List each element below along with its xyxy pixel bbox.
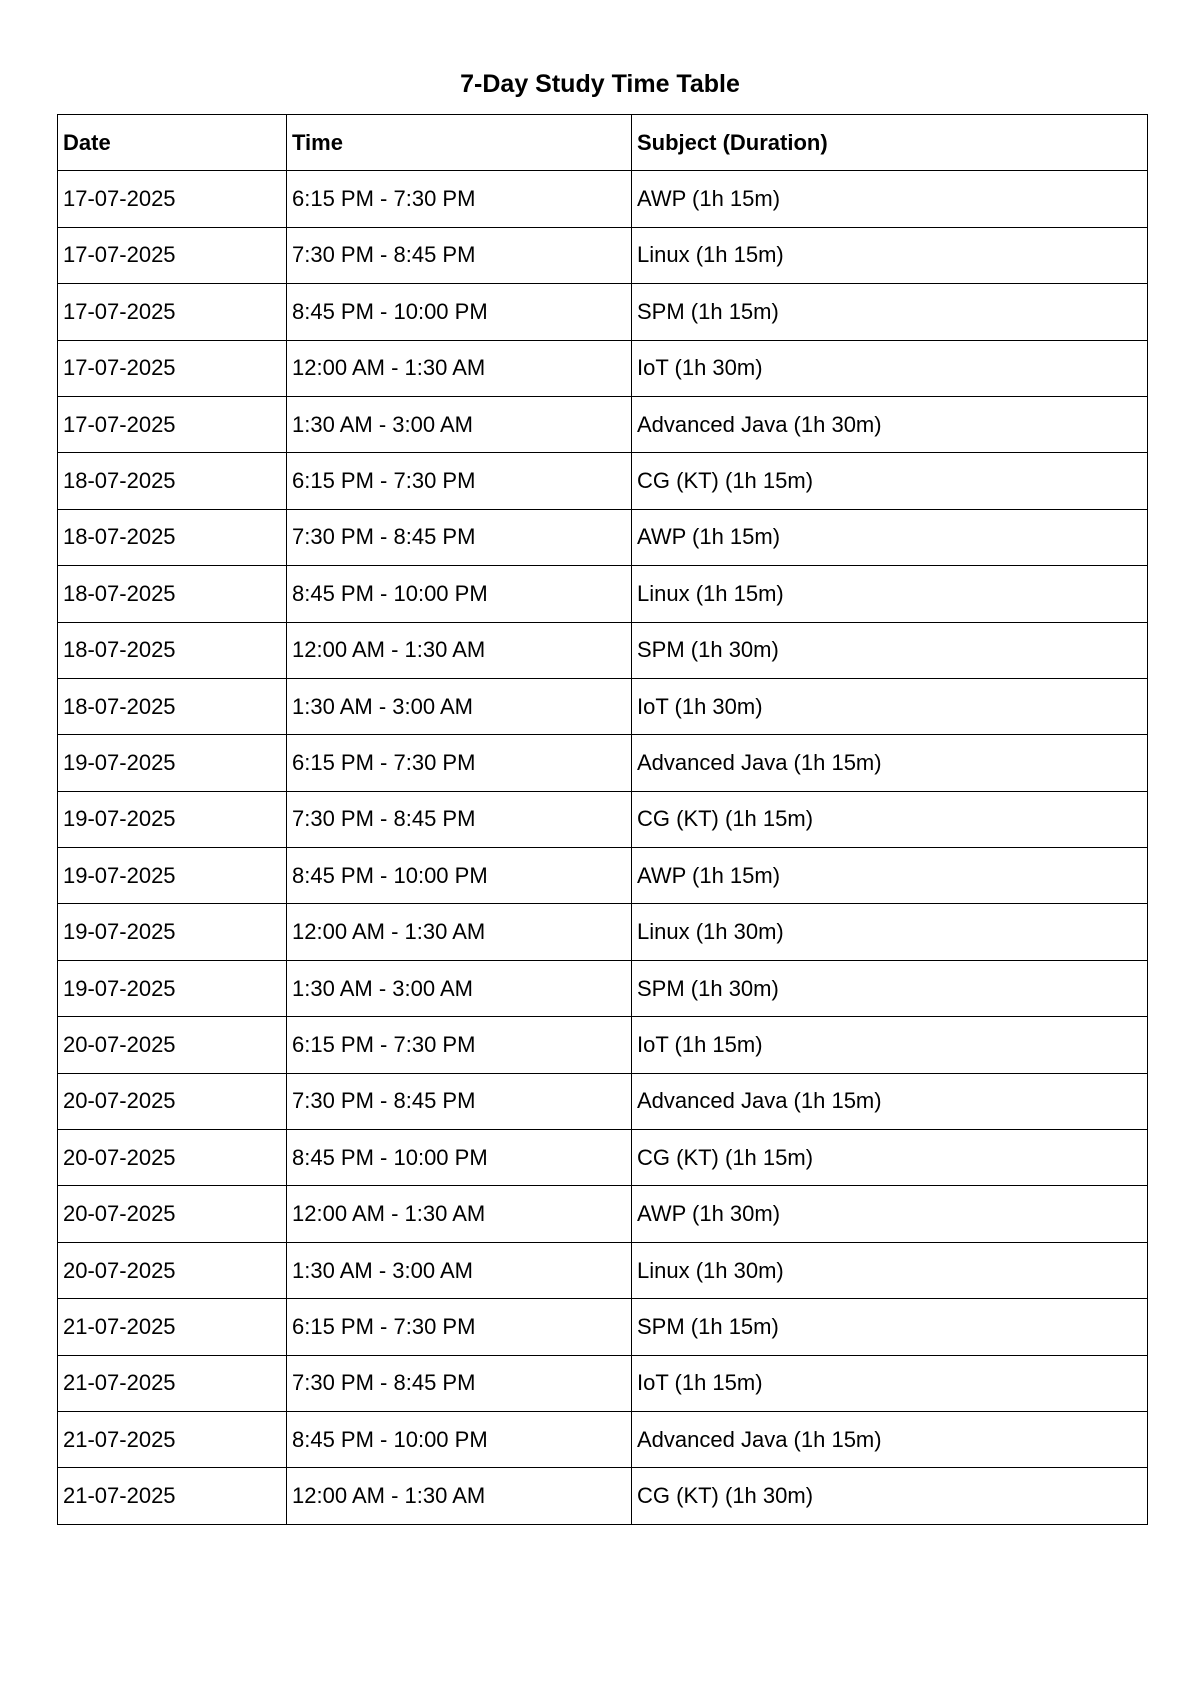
cell-date: 19-07-2025 [58, 904, 287, 960]
table-row [58, 1411, 1148, 1467]
cell-time: 7:30 PM - 8:45 PM [287, 227, 632, 283]
table-row [58, 509, 1148, 565]
header-date: Date [58, 115, 287, 171]
cell-time: 7:30 PM - 8:45 PM [287, 509, 632, 565]
cell-subject: IoT (1h 30m) [632, 340, 1148, 396]
cell-date: 20-07-2025 [58, 1186, 287, 1242]
cell-time: 6:15 PM - 7:30 PM [287, 171, 632, 227]
cell-date: 20-07-2025 [58, 1073, 287, 1129]
table-row [58, 848, 1148, 904]
table-row [58, 622, 1148, 678]
table-row [58, 284, 1148, 340]
header-time: Time [287, 115, 632, 171]
cell-time: 6:15 PM - 7:30 PM [287, 1299, 632, 1355]
table-row [58, 791, 1148, 847]
table-row [58, 1242, 1148, 1298]
cell-time: 1:30 AM - 3:00 AM [287, 396, 632, 452]
header-subject: Subject (Duration) [632, 115, 1148, 171]
cell-date: 18-07-2025 [58, 509, 287, 565]
table-row [58, 453, 1148, 509]
cell-time: 8:45 PM - 10:00 PM [287, 1411, 632, 1467]
table-row [58, 1299, 1148, 1355]
cell-date: 18-07-2025 [58, 453, 287, 509]
cell-subject: Advanced Java (1h 15m) [632, 1411, 1148, 1467]
cell-time: 1:30 AM - 3:00 AM [287, 1242, 632, 1298]
table-row [58, 396, 1148, 452]
cell-time: 7:30 PM - 8:45 PM [287, 1355, 632, 1411]
cell-date: 19-07-2025 [58, 791, 287, 847]
cell-time: 1:30 AM - 3:00 AM [287, 678, 632, 734]
cell-subject: SPM (1h 15m) [632, 1299, 1148, 1355]
cell-subject: CG (KT) (1h 15m) [632, 453, 1148, 509]
table-row [58, 735, 1148, 791]
cell-subject: IoT (1h 15m) [632, 1017, 1148, 1073]
cell-subject: IoT (1h 30m) [632, 678, 1148, 734]
cell-time: 8:45 PM - 10:00 PM [287, 1130, 632, 1186]
cell-subject: IoT (1h 15m) [632, 1355, 1148, 1411]
cell-date: 18-07-2025 [58, 622, 287, 678]
cell-time: 8:45 PM - 10:00 PM [287, 566, 632, 622]
cell-subject: Linux (1h 30m) [632, 1242, 1148, 1298]
cell-time: 6:15 PM - 7:30 PM [287, 1017, 632, 1073]
table-row [58, 1355, 1148, 1411]
cell-subject: Advanced Java (1h 15m) [632, 735, 1148, 791]
table-row [58, 171, 1148, 227]
cell-time: 8:45 PM - 10:00 PM [287, 848, 632, 904]
cell-time: 7:30 PM - 8:45 PM [287, 791, 632, 847]
cell-subject: Advanced Java (1h 30m) [632, 396, 1148, 452]
cell-time: 7:30 PM - 8:45 PM [287, 1073, 632, 1129]
cell-time: 12:00 AM - 1:30 AM [287, 622, 632, 678]
cell-time: 12:00 AM - 1:30 AM [287, 340, 632, 396]
cell-time: 12:00 AM - 1:30 AM [287, 904, 632, 960]
cell-date: 17-07-2025 [58, 284, 287, 340]
table-row [58, 678, 1148, 734]
table-row [58, 566, 1148, 622]
table-row [58, 904, 1148, 960]
cell-date: 18-07-2025 [58, 566, 287, 622]
cell-subject: SPM (1h 30m) [632, 622, 1148, 678]
cell-date: 18-07-2025 [58, 678, 287, 734]
cell-subject: CG (KT) (1h 15m) [632, 1130, 1148, 1186]
cell-date: 20-07-2025 [58, 1017, 287, 1073]
cell-time: 8:45 PM - 10:00 PM [287, 284, 632, 340]
cell-subject: CG (KT) (1h 15m) [632, 791, 1148, 847]
table-header [58, 115, 1148, 171]
cell-time: 12:00 AM - 1:30 AM [287, 1468, 632, 1524]
cell-date: 19-07-2025 [58, 960, 287, 1016]
cell-time: 12:00 AM - 1:30 AM [287, 1186, 632, 1242]
table-row [58, 340, 1148, 396]
table-row [58, 227, 1148, 283]
cell-subject: CG (KT) (1h 30m) [632, 1468, 1148, 1524]
table-row [58, 1073, 1148, 1129]
cell-date: 17-07-2025 [58, 227, 287, 283]
cell-date: 20-07-2025 [58, 1242, 287, 1298]
cell-subject: AWP (1h 15m) [632, 848, 1148, 904]
cell-date: 17-07-2025 [58, 396, 287, 452]
cell-subject: SPM (1h 30m) [632, 960, 1148, 1016]
table-row [58, 1017, 1148, 1073]
cell-date: 19-07-2025 [58, 735, 287, 791]
cell-subject: AWP (1h 15m) [632, 509, 1148, 565]
cell-time: 6:15 PM - 7:30 PM [287, 735, 632, 791]
table-row [58, 1186, 1148, 1242]
cell-date: 17-07-2025 [58, 340, 287, 396]
cell-subject: AWP (1h 30m) [632, 1186, 1148, 1242]
cell-date: 21-07-2025 [58, 1468, 287, 1524]
cell-subject: Advanced Java (1h 15m) [632, 1073, 1148, 1129]
cell-date: 21-07-2025 [58, 1355, 287, 1411]
cell-subject: Linux (1h 15m) [632, 566, 1148, 622]
page-title: 7-Day Study Time Table [460, 70, 740, 98]
cell-date: 17-07-2025 [58, 171, 287, 227]
study-timetable [57, 114, 1148, 1525]
table-body [58, 171, 1148, 1524]
header-row [58, 115, 1148, 171]
cell-subject: SPM (1h 15m) [632, 284, 1148, 340]
cell-date: 21-07-2025 [58, 1299, 287, 1355]
table-row [58, 1468, 1148, 1524]
cell-date: 20-07-2025 [58, 1130, 287, 1186]
cell-time: 6:15 PM - 7:30 PM [287, 453, 632, 509]
cell-subject: Linux (1h 15m) [632, 227, 1148, 283]
cell-subject: AWP (1h 15m) [632, 171, 1148, 227]
cell-subject: Linux (1h 30m) [632, 904, 1148, 960]
cell-date: 21-07-2025 [58, 1411, 287, 1467]
table-row [58, 1130, 1148, 1186]
cell-time: 1:30 AM - 3:00 AM [287, 960, 632, 1016]
cell-date: 19-07-2025 [58, 848, 287, 904]
table-row [58, 960, 1148, 1016]
